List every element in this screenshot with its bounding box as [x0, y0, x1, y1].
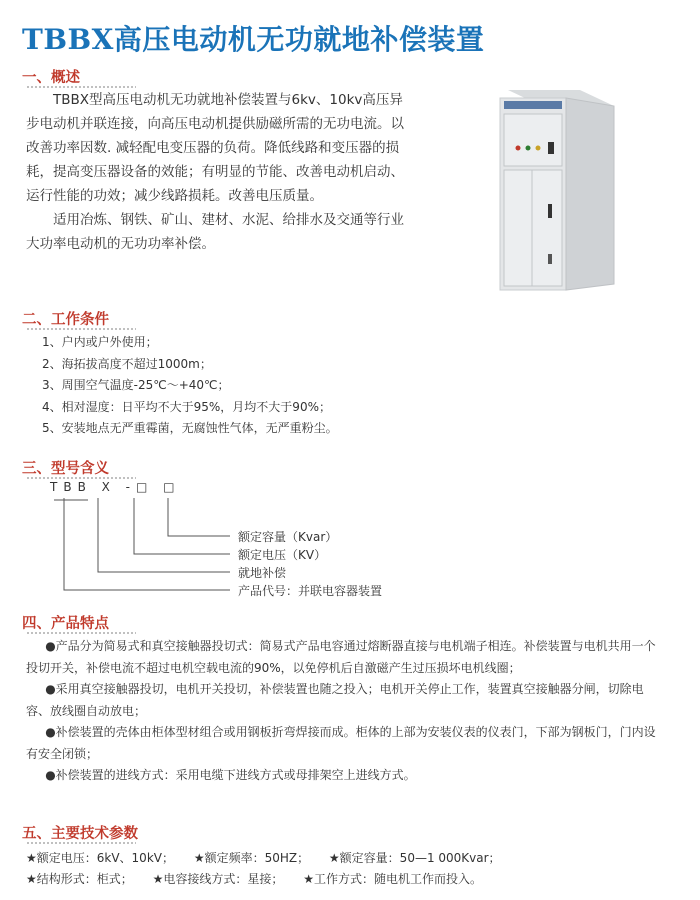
model-label-voltage: 额定电压（KV）	[238, 548, 327, 562]
overview-paragraph-1: TBBX型高压电动机无功就地补偿装置与6kv、10kv高压异步电动机并联连接，向高压电动机提供励磁所需的无功电流。以改善功率因数. 减轻配电变压器的负荷。降低线路和变压器的损耗，提高变压器设备的效能；有明显的节能、改善电动机启动、运行性能的功效；减少线路损耗。改善电压质量。	[26, 92, 404, 204]
features-heading: 四、产品特点	[22, 615, 109, 632]
condition-item: 4、相对湿度：日平均不大于95%，月均不大于90%；	[42, 399, 331, 414]
condition-item: 2、海拓拔高度不超过1000m；	[42, 356, 212, 371]
feature-item: ●补偿装置的进线方式：采用电缆下进线方式或母排架空上进线方式。	[45, 768, 416, 782]
overview-heading: 一、概述	[22, 69, 80, 86]
features-list	[26, 636, 666, 787]
condition-item: 1、户内或户外使用；	[42, 335, 158, 349]
conditions-list	[42, 332, 338, 440]
tech-heading: 五、主要技术参数	[22, 825, 138, 842]
tech-param: ★结构形式：柜式；	[26, 872, 133, 886]
condition-item: 5、安装地点无严重霉菌，无腐蚀性气体，无严重粉尘。	[42, 421, 338, 435]
heading-divider	[26, 632, 136, 634]
model-label-code: 产品代号：并联电容器装置	[238, 584, 383, 598]
tech-param: ★额定容量：50—1 000Kvar；	[328, 851, 501, 865]
tech-param: ★电容接线方式：星接；	[152, 872, 284, 886]
heading-divider	[26, 842, 136, 844]
heading-divider	[26, 328, 136, 330]
model-label-capacity: 额定容量（Kvar）	[238, 530, 338, 544]
model-lines	[50, 498, 250, 598]
feature-item: ●补偿装置的壳体由柜体型材组合或用钢板折弯焊接而成。柜体的上部为安装仪表的仪表门，下部为钢板门，门内设有安全闭锁；	[26, 725, 656, 761]
tech-param: ★额定频率：50HZ；	[193, 851, 310, 865]
conditions-heading: 二、工作条件	[22, 311, 109, 328]
feature-item: ●采用真空接触器投切，电机开关投切，补偿装置也随之投入；电机开关停止工作，装置真空接触器分闸，切除电容、放线圈自动放电；	[26, 682, 644, 718]
tech-param: ★额定电压：6kV、10kV；	[26, 851, 174, 865]
tech-param: ★工作方式：随电机工作而投入。	[303, 872, 482, 886]
model-code: TBB X -□ □	[50, 480, 181, 494]
model-heading: 三、型号含义	[22, 460, 109, 477]
page-title: TBBX高压电动机无功就地补偿装置	[22, 23, 485, 56]
tech-params	[26, 848, 517, 890]
cabinet-image	[488, 84, 618, 294]
overview-text	[26, 88, 416, 256]
overview-paragraph-2: 适用冶炼、钢铁、矿山、建材、水泥、给排水及交通等行业大功率电动机的无功功率补偿。	[26, 212, 404, 252]
model-diagram	[50, 480, 383, 598]
condition-item: 3、周围空气温度-25℃～+40℃；	[42, 378, 230, 392]
feature-item: ●产品分为简易式和真空接触器投切式：简易式产品电容通过熔断器直接与电机端子相连。补偿装置与电机共用一个投切开关，补偿电流不超过电机空载电流的90%，以免停机后自激磁产生过压损坏电机线圈；	[26, 639, 656, 675]
model-label-local: 就地补偿	[238, 566, 287, 580]
heading-divider	[26, 477, 136, 479]
